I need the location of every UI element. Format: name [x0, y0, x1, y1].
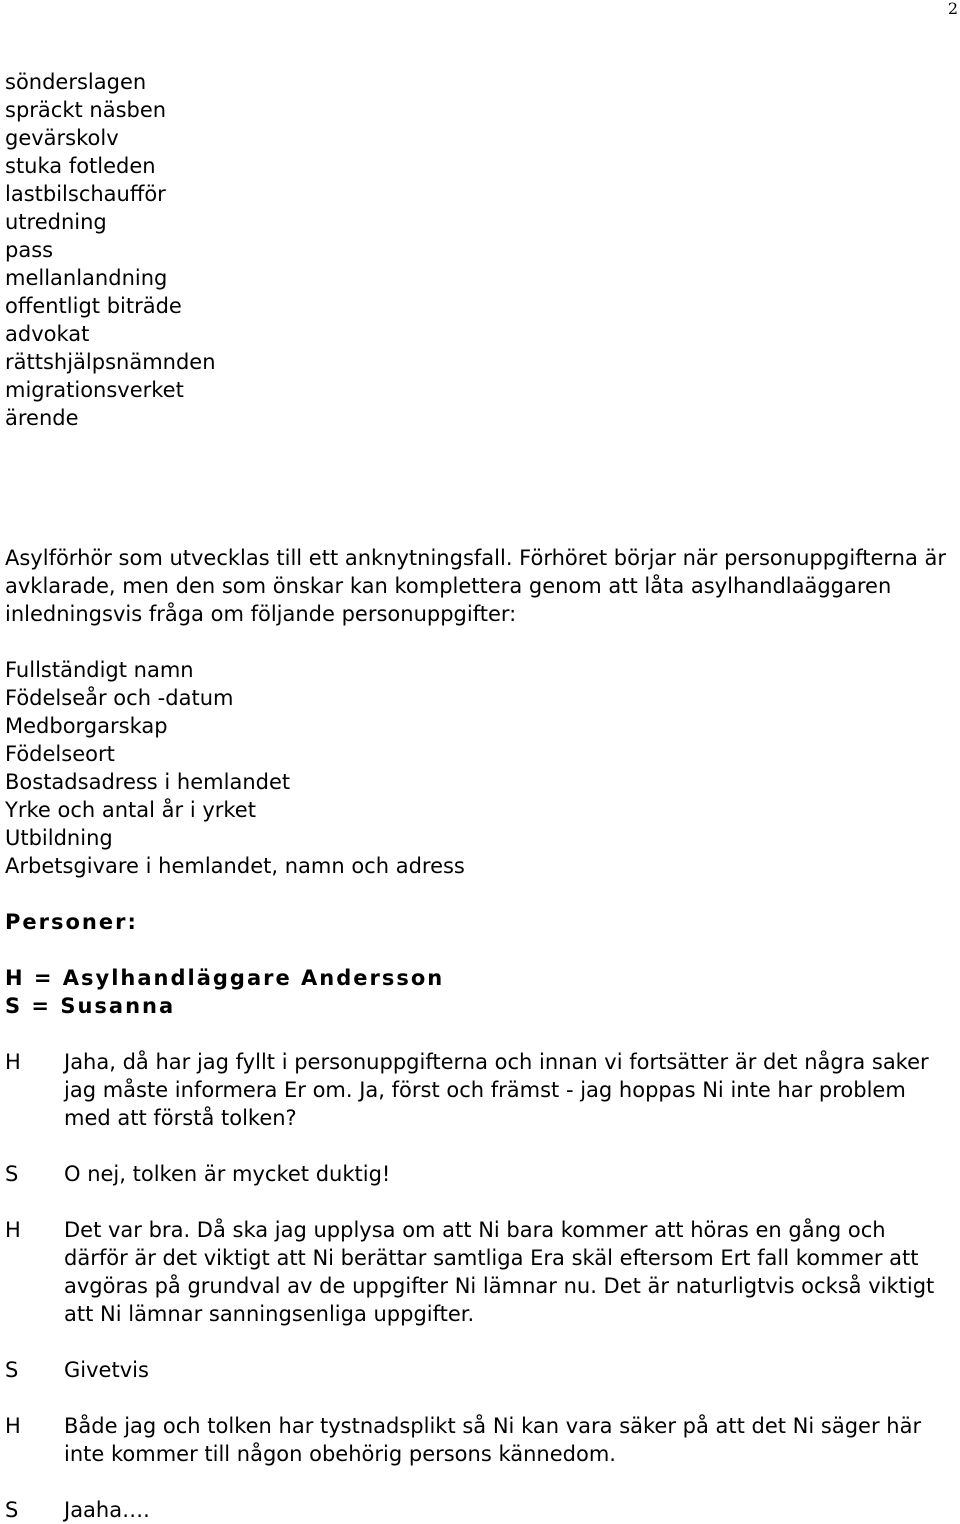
vocabulary-item: offentligt biträde [5, 294, 182, 318]
utterance-text: Jaaha…. [64, 1498, 150, 1522]
vocabulary-item: migrationsverket [5, 378, 184, 402]
intro-paragraph: Asylförhör som utvecklas till ett anknytningsfall. Förhöret börjar när personuppgifterna är avklarade, men den som önskar kan komplettera genom att låta asylhandlaäggaren inledningsvis fråga om följande personuppgifter: [5, 546, 947, 626]
utterance-text: O nej, tolken är mycket duktig! [64, 1162, 391, 1186]
personal-data-item: Bostadsadress i hemlandet [5, 770, 291, 794]
vocabulary-item: spräckt näsben [5, 98, 167, 122]
person-entry-s: S = Susanna [5, 994, 176, 1018]
vocabulary-item: lastbilschaufför [5, 182, 166, 206]
vocabulary-item: mellanlandning [5, 266, 168, 290]
vocabulary-item: utredning [5, 210, 107, 234]
speaker-label: H [5, 1218, 21, 1242]
personal-data-item: Födelseort [5, 742, 115, 766]
personal-data-item: Födelseår och -datum [5, 686, 234, 710]
speaker-label: S [5, 1162, 19, 1186]
utterance-text: Givetvis [64, 1358, 149, 1382]
personal-data-item: Utbildning [5, 826, 113, 850]
personal-data-list [5, 656, 465, 880]
personal-data-item: Yrke och antal år i yrket [5, 798, 256, 822]
speaker-label: H [5, 1050, 21, 1074]
vocabulary-item: advokat [5, 322, 90, 346]
vocabulary-item: pass [5, 238, 54, 262]
vocabulary-item: gevärskolv [5, 126, 119, 150]
vocabulary-item: stuka fotleden [5, 154, 156, 178]
speaker-label: S [5, 1498, 19, 1522]
person-entry-h: H = Asylhandläggare Andersson [5, 966, 445, 990]
vocabulary-item: sönderslagen [5, 70, 147, 94]
vocabulary-list [5, 68, 960, 432]
vocabulary-section [5, 68, 960, 432]
utterance-text: Det var bra. Då ska jag upplysa om att Ni bara kommer att höras en gång och därför är det viktigt att Ni berättar samtliga Era skäl eftersom Ert fall kommer att avgöras på grundval av de uppgifter Ni lämnar nu. Det är naturligtvis också viktigt att Ni lämnar sanningsenliga uppgifter. [64, 1218, 935, 1326]
personal-data-item: Fullständigt namn [5, 658, 194, 682]
speaker-label: H [5, 1414, 21, 1438]
utterance-text: Jaha, då har jag fyllt i personuppgifterna och innan vi fortsätter är det några saker jag måste informera Er om. Ja, först och främst - jag hoppas Ni inte har problem med att förstå tolken? [64, 1050, 929, 1130]
speaker-label: S [5, 1358, 19, 1382]
utterance-text: Både jag och tolken har tystnadsplikt så Ni kan vara säker på att det Ni säger här inte kommer till någon obehörig persons kännedom. [64, 1414, 922, 1466]
page-number: 2 [947, 0, 958, 18]
personal-data-item: Arbetsgivare i hemlandet, namn och adress [5, 854, 465, 878]
vocabulary-item: rättshjälpsnämnden [5, 350, 216, 374]
personal-data-item: Medborgarskap [5, 714, 168, 738]
persons-heading: Personer: [5, 910, 138, 934]
vocabulary-item: ärende [5, 406, 79, 430]
